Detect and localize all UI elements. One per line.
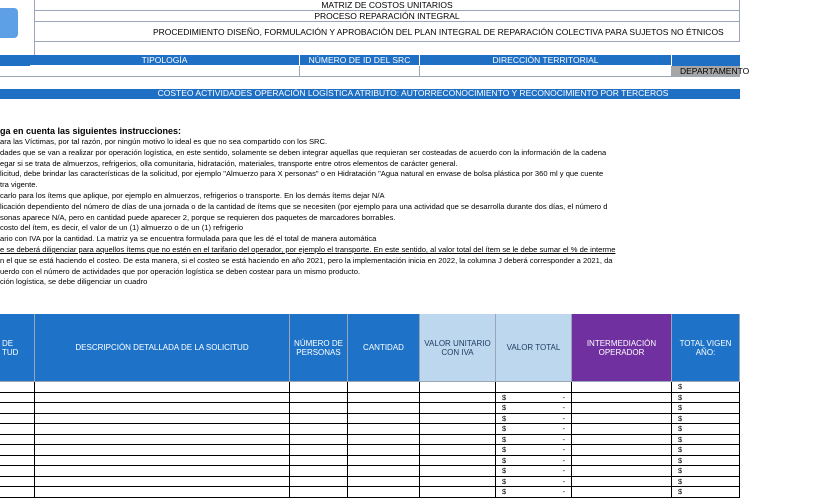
table-cell[interactable]: [290, 487, 348, 498]
table-cell[interactable]: [0, 414, 35, 425]
table-cell[interactable]: [290, 414, 348, 425]
logo-box: [0, 0, 34, 62]
tipologia-input[interactable]: [30, 66, 300, 77]
currency-symbol: $: [502, 434, 507, 444]
instruction-line: egar si se trata de almuerzos, refrigerios, olla comunitaria, hidratación, materiales, transporte entre otros elementos de carácter general.: [0, 158, 458, 168]
table-cell[interactable]: [672, 456, 740, 467]
table-cell[interactable]: [572, 466, 672, 477]
currency-symbol: $: [678, 466, 683, 475]
direccion-territorial-input[interactable]: [420, 66, 672, 77]
table-cell[interactable]: [0, 487, 35, 498]
table-cell[interactable]: [672, 424, 740, 435]
dash-value: -: [562, 445, 565, 454]
table-cell[interactable]: [348, 487, 420, 498]
col-header-total-vigencia: TOTAL VIGEN AÑO:: [672, 314, 740, 382]
currency-symbol: $: [678, 487, 683, 496]
table-cell[interactable]: [0, 445, 35, 456]
table-cell[interactable]: [572, 456, 672, 467]
table-cell[interactable]: [496, 403, 572, 414]
currency-symbol: $: [678, 392, 683, 402]
table-cell[interactable]: [290, 477, 348, 488]
table-cell[interactable]: [672, 382, 740, 393]
table-cell[interactable]: [672, 435, 740, 446]
table-cell[interactable]: [35, 393, 290, 404]
section-title: COSTEO ACTIVIDADES OPERACIÓN LOGÍSTICA ATRIBUTO: AUTORRECONOCIMIENTO Y RECONOCIMIENTO POR TERCEROS: [157, 88, 669, 98]
table-cell[interactable]: [420, 424, 496, 435]
table-cell[interactable]: [0, 456, 35, 467]
instruction-line: ario con IVA por la cantidad. La matriz ya se encuentra formulada para que les dé el total de manera automática: [0, 234, 377, 244]
table-cell[interactable]: [496, 435, 572, 446]
dash-value: -: [562, 403, 565, 412]
dash-value: -: [562, 487, 565, 496]
table-cell[interactable]: [348, 466, 420, 477]
table-cell[interactable]: [496, 393, 572, 404]
table-cell[interactable]: [0, 435, 35, 446]
table-cell[interactable]: [290, 466, 348, 477]
table-cell[interactable]: [348, 435, 420, 446]
dash-value: -: [562, 434, 565, 444]
table-row: [0, 403, 740, 414]
currency-symbol: $: [502, 392, 507, 402]
col-header-tipo: DE TUD: [0, 314, 35, 382]
table-cell[interactable]: [496, 424, 572, 435]
instruction-line: dades que se van a realizar por operación logística, en este sentido, solamente se deben integrar aquellas que requieran ser costeadas de acuerdo con la información de la cadena: [0, 147, 607, 157]
table-cell[interactable]: [348, 382, 420, 393]
table-row: [0, 477, 740, 488]
table-cell[interactable]: [420, 477, 496, 488]
dash-value: -: [562, 424, 565, 433]
table-cell[interactable]: [290, 403, 348, 414]
currency-symbol: $: [678, 382, 683, 391]
currency-symbol: $: [502, 466, 507, 475]
col-header-cantidad: CANTIDAD: [348, 314, 420, 382]
table-cell[interactable]: [496, 445, 572, 456]
col-header-intermediacion: INTERMEDIACIÓN OPERADOR: [572, 314, 672, 382]
table-cell[interactable]: [290, 424, 348, 435]
instruction-line: costo del ítem, es decir, el valor de un (1) almuerzo o de un (1) refrigerio: [0, 223, 244, 233]
table-cell[interactable]: [290, 393, 348, 404]
table-cell[interactable]: [348, 393, 420, 404]
table-cell[interactable]: [572, 424, 672, 435]
tipologia-header: TIPOLOGÍA: [30, 55, 300, 66]
table-cell[interactable]: [348, 403, 420, 414]
currency-symbol: $: [678, 413, 683, 423]
currency-symbol: $: [502, 487, 507, 496]
table-cell[interactable]: [572, 477, 672, 488]
col-header-valor-total: VALOR TOTAL: [496, 314, 572, 382]
instructions-heading: ga en cuenta las siguientes instrucciones:: [0, 126, 182, 136]
col-header-descripcion: DESCRIPCIÓN DETALLADA DE LA SOLICITUD: [35, 314, 290, 382]
table-cell[interactable]: [348, 456, 420, 467]
table-cell[interactable]: [348, 424, 420, 435]
table-row: [0, 393, 740, 404]
instruction-line: uerdo con el número de actividades que por operación logística se deben costear para un mismo producto.: [0, 266, 361, 276]
table-cell[interactable]: [420, 487, 496, 498]
table-cell[interactable]: [496, 466, 572, 477]
table-cell[interactable]: [35, 466, 290, 477]
instruction-line: licitud, debe brindar las características de la solicitud, por ejemplo "Almuerzo para X personas" o en Hidratación "Agua natural en envase de bolsa plástica por 360 ml y que cuente: [0, 169, 604, 179]
table-cell[interactable]: [672, 414, 740, 425]
currency-symbol: $: [678, 403, 683, 412]
table-row: [0, 466, 740, 477]
table-cell[interactable]: [348, 445, 420, 456]
table-cell[interactable]: [290, 445, 348, 456]
table-cell[interactable]: [672, 445, 740, 456]
table-cell[interactable]: [572, 403, 672, 414]
table-cell[interactable]: [420, 456, 496, 467]
currency-symbol: $: [678, 434, 683, 444]
table-row: [0, 487, 740, 498]
table-row: [0, 445, 740, 456]
dash-value: -: [562, 466, 565, 475]
table-cell[interactable]: [496, 477, 572, 488]
table-cell[interactable]: [572, 487, 672, 498]
table-cell[interactable]: [348, 414, 420, 425]
logo-icon: [0, 8, 18, 38]
table-cell[interactable]: [496, 487, 572, 498]
instruction-line: sonas aparece N/A, pero en cantidad puede aparecer 2, porque se requieren dos paquetes de marcadores borrables.: [0, 212, 396, 222]
table-cell[interactable]: [290, 382, 348, 393]
table-cell[interactable]: [420, 393, 496, 404]
table-cell[interactable]: [420, 403, 496, 414]
currency-symbol: $: [502, 424, 507, 433]
table-cell[interactable]: [290, 456, 348, 467]
instruction-line: e se deberá diligenciar para aquellos ítems que no estén en el tarifario del operador, por ejemplo el transporte. En este sentido, al valor total del ítem se le debe sumar el % de interme: [0, 245, 616, 254]
dash-value: -: [562, 392, 565, 402]
table-cell[interactable]: [496, 456, 572, 467]
table-cell[interactable]: [572, 382, 672, 393]
direccion-territorial-header: DIRECCIÓN TERRITORIAL: [420, 55, 672, 66]
table-row: [0, 414, 740, 425]
table-cell[interactable]: [672, 393, 740, 404]
process-title: PROCESO REPARACIÓN INTEGRAL: [34, 11, 740, 22]
procedure-title: PROCEDIMIENTO DISEÑO, FORMULACIÓN Y APROBACIÓN DEL PLAN INTEGRAL DE REPARACIÓN COLECTIVA PARA SUJETOS NO ÉTNICOS: [34, 22, 740, 42]
table-row: [0, 456, 740, 467]
dash-value: -: [562, 476, 565, 486]
table-row: [0, 435, 740, 446]
col-header-valor-unitario: VALOR UNITARIO CON IVA: [420, 314, 496, 382]
table-cell[interactable]: [348, 477, 420, 488]
instruction-line: ción logística, se debe diligenciar un cuadro: [0, 277, 148, 287]
table-row: [0, 424, 740, 435]
table-cell[interactable]: [496, 382, 572, 393]
currency-symbol: $: [502, 403, 507, 412]
instruction-line: ara las Víctimas, por tal razón, por ningún motivo lo ideal es que no sea compartido con los SRC.: [0, 137, 328, 146]
table-cell[interactable]: [420, 382, 496, 393]
table-cell[interactable]: [0, 393, 35, 404]
table-cell[interactable]: [35, 445, 290, 456]
table-cell[interactable]: [35, 424, 290, 435]
table-cell[interactable]: [572, 445, 672, 456]
matrix-title: MATRIZ DE COSTOS UNITARIOS: [34, 0, 740, 11]
table-cell[interactable]: [572, 414, 672, 425]
table-cell[interactable]: [0, 466, 35, 477]
col-header-numero-personas: NÚMERO DE PERSONAS: [290, 314, 348, 382]
numero-src-header: NÚMERO DE ID DEL SRC: [300, 55, 420, 66]
currency-symbol: $: [678, 476, 683, 486]
table-cell[interactable]: [0, 382, 35, 393]
currency-symbol: $: [502, 413, 507, 423]
table-cell[interactable]: [35, 403, 290, 414]
table-cell[interactable]: [0, 477, 35, 488]
currency-symbol: $: [502, 476, 507, 486]
dash-value: -: [562, 413, 565, 423]
currency-symbol: $: [678, 455, 683, 465]
instruction-line: licación dependiento del número de días de una jornada o de la cantidad de ítems que se necesiten (por ejemplo para una actividad que se desarrolla durante dos días, el número d: [0, 201, 608, 211]
instruction-line: tra vigente.: [0, 180, 38, 190]
dash-value: -: [562, 455, 565, 465]
currency-symbol: $: [502, 455, 507, 465]
table-cell[interactable]: [35, 477, 290, 488]
currency-symbol: $: [678, 445, 683, 454]
table-cell[interactable]: [420, 466, 496, 477]
instruction-line: n el que se está haciendo el costeo. De esta manera, si el costeo se está haciendo en año 2021, pero la implementación inicia en 2022, la columna J deberá corresponder a 2021, da: [0, 255, 613, 265]
table-cell[interactable]: [290, 435, 348, 446]
table-cell[interactable]: [0, 403, 35, 414]
currency-symbol: $: [502, 445, 507, 454]
table-cell[interactable]: [35, 487, 290, 498]
table-cell[interactable]: [496, 414, 572, 425]
currency-symbol: $: [678, 424, 683, 433]
table-cell[interactable]: [420, 414, 496, 425]
table-cell[interactable]: [0, 424, 35, 435]
numero-src-input[interactable]: [300, 66, 420, 77]
table-cell[interactable]: [35, 435, 290, 446]
table-cell[interactable]: [672, 477, 740, 488]
table-cell[interactable]: [572, 435, 672, 446]
table-row: [0, 382, 740, 393]
table-cell[interactable]: [572, 393, 672, 404]
table-cell[interactable]: [672, 403, 740, 414]
table-cell[interactable]: [420, 445, 496, 456]
table-cell[interactable]: [672, 466, 740, 477]
table-cell[interactable]: [35, 382, 290, 393]
departamento-header: DEPARTAMENTO: [672, 66, 740, 77]
table-cell[interactable]: [35, 414, 290, 425]
instruction-line: carlo para los ítems que aplique, por ejemplo en almuerzos, refrigerios o transporte. En los demás ítems dejar N/A: [0, 191, 385, 200]
table-cell[interactable]: [420, 435, 496, 446]
table-cell[interactable]: [672, 487, 740, 498]
table-cell[interactable]: [35, 456, 290, 467]
